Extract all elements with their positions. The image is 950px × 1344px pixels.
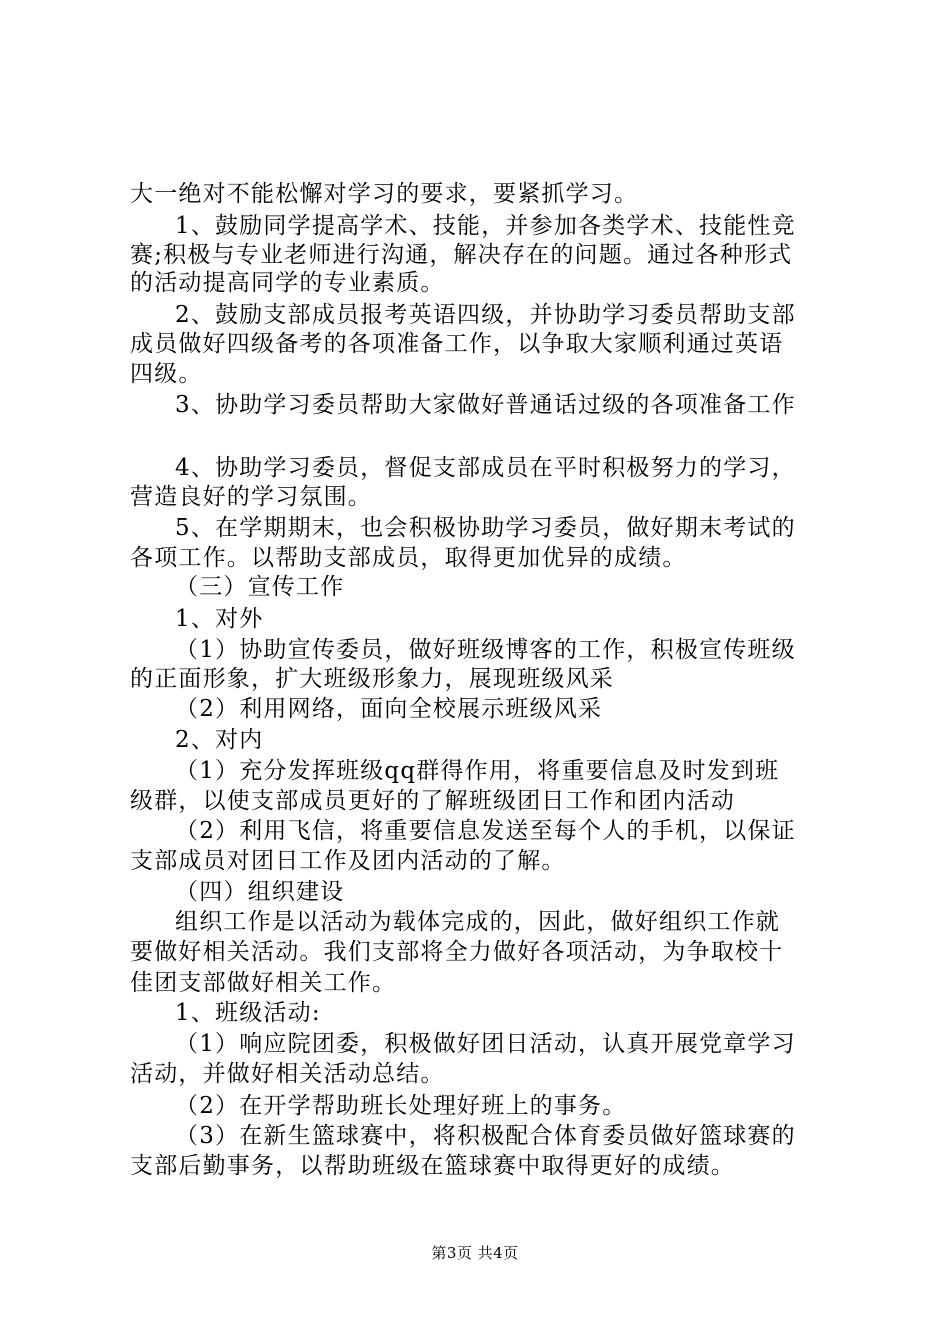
- text-line: 1、对外: [175, 606, 264, 632]
- text-line: （1）协助宣传委员，做好班级博客的工作，积极宣传班级: [175, 637, 796, 663]
- text-line: 支部后勤事务，以帮助班级在篮球赛中取得更好的成绩。: [130, 1153, 735, 1179]
- text-line: （1）充分发挥班级qq群得作用，将重要信息及时发到班: [175, 758, 780, 784]
- text-line: （2）利用飞信，将重要信息发送至每个人的手机，以保证: [175, 818, 796, 844]
- text-line: （3）在新生篮球赛中，将积极配合体育委员做好篮球赛的: [175, 1123, 796, 1149]
- text-line: （2）在开学帮助班长处理好班上的事务。: [175, 1093, 627, 1119]
- section-heading: （四）组织建设: [175, 879, 345, 905]
- text-line: （1）响应院团委，积极做好团日活动，认真开展党章学习: [175, 1031, 796, 1057]
- page-footer: 第3页 共4页: [431, 1244, 519, 1262]
- text-line: 四级。: [130, 361, 203, 387]
- text-line: 佳团支部做好相关工作。: [130, 970, 397, 996]
- text-line: 的活动提高同学的专业素质。: [130, 270, 445, 296]
- text-line: （2）利用网络，面向全校展示班级风采: [175, 696, 603, 722]
- text-line: 营造良好的学习氛围。: [130, 484, 372, 510]
- text-line: 支部成员对团日工作及团内活动的了解。: [130, 848, 566, 874]
- text-line: 各项工作。以帮助支部成员，取得更加优异的成绩。: [130, 545, 687, 571]
- text-line: 成员做好四级备考的各项准备工作，以争取大家顺利通过英语: [130, 331, 784, 357]
- text-line: 1、班级活动:: [175, 1000, 321, 1026]
- text-line: 4、协助学习委员，督促支部成员在平时积极努力的学习，: [175, 455, 796, 481]
- text-line: 5、在学期期末，也会积极协助学习委员，做好期末考试的: [175, 515, 796, 541]
- text-line: 活动，并做好相关活动总结。: [130, 1061, 445, 1087]
- text-line: 的正面形象，扩大班级形象力，展现班级风采: [130, 666, 614, 692]
- text-line: 组织工作是以活动为载体完成的，因此，做好组织工作就: [175, 909, 780, 935]
- text-line: 3、协助学习委员帮助大家做好普通话过级的各项准备工作: [175, 392, 796, 418]
- text-line: 赛;积极与专业老师进行沟通，解决存在的问题。通过各种形式: [130, 242, 793, 268]
- text-line: 2、对内: [175, 727, 264, 753]
- text-line: 2、鼓励支部成员报考英语四级，并协助学习委员帮助支部: [175, 302, 796, 328]
- text-line: 要做好相关活动。我们支部将全力做好各项活动，为争取校十: [130, 939, 784, 965]
- text-line: 大一绝对不能松懈对学习的要求，要紧抓学习。: [130, 181, 639, 207]
- text-line: 1、鼓励同学提高学术、技能，并参加各类学术、技能性竞: [175, 213, 796, 239]
- text-line: 级群，以使支部成员更好的了解班级团日工作和团内活动: [130, 788, 735, 814]
- section-heading: （三）宣传工作: [175, 574, 345, 600]
